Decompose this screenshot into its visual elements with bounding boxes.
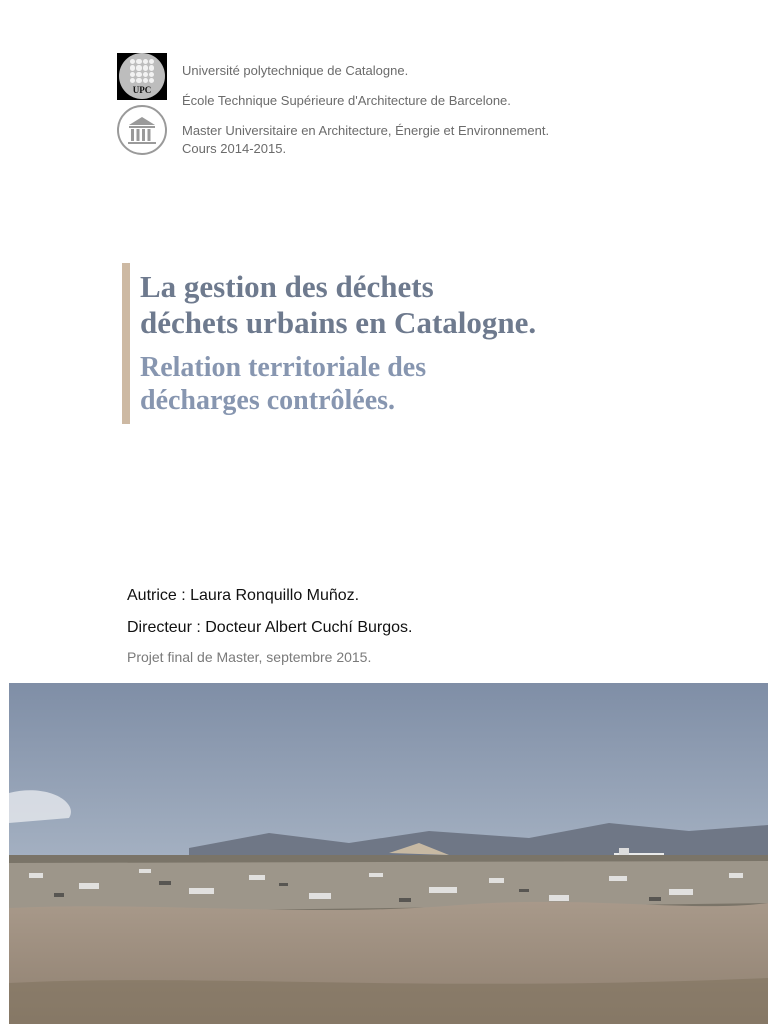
director: Directeur : Docteur Albert Cuchí Burgos. — [127, 619, 413, 636]
main-title-line1: La gestion des déchets — [140, 269, 434, 304]
landfill-photo — [9, 683, 768, 1024]
title-block — [122, 263, 610, 424]
university-name: Université polytechnique de Catalogne. — [182, 63, 409, 78]
course-year: Cours 2014-2015. — [182, 141, 287, 156]
building-icon — [119, 107, 165, 153]
upc-logo — [117, 53, 167, 100]
project-note: Projet final de Master, septembre 2015. — [127, 649, 372, 665]
upc-logo-text: UPC — [132, 85, 152, 95]
main-title-line2: déchets urbains en Catalogne. — [140, 305, 537, 340]
school-name: École Technique Supérieure d'Architecture de Barcelone. — [182, 93, 511, 108]
landfill-image — [9, 683, 768, 1024]
subtitle-line2: décharges contrôlées. — [140, 385, 396, 416]
main-title — [140, 269, 610, 341]
etsab-logo — [117, 105, 167, 155]
subtitle — [140, 351, 610, 417]
author: Autrice : Laura Ronquillo Muñoz. — [127, 587, 360, 604]
master-name: Master Universitaire en Architecture, Énergie et Environnement. — [182, 123, 550, 138]
subtitle-line1: Relation territoriale des — [140, 352, 427, 383]
